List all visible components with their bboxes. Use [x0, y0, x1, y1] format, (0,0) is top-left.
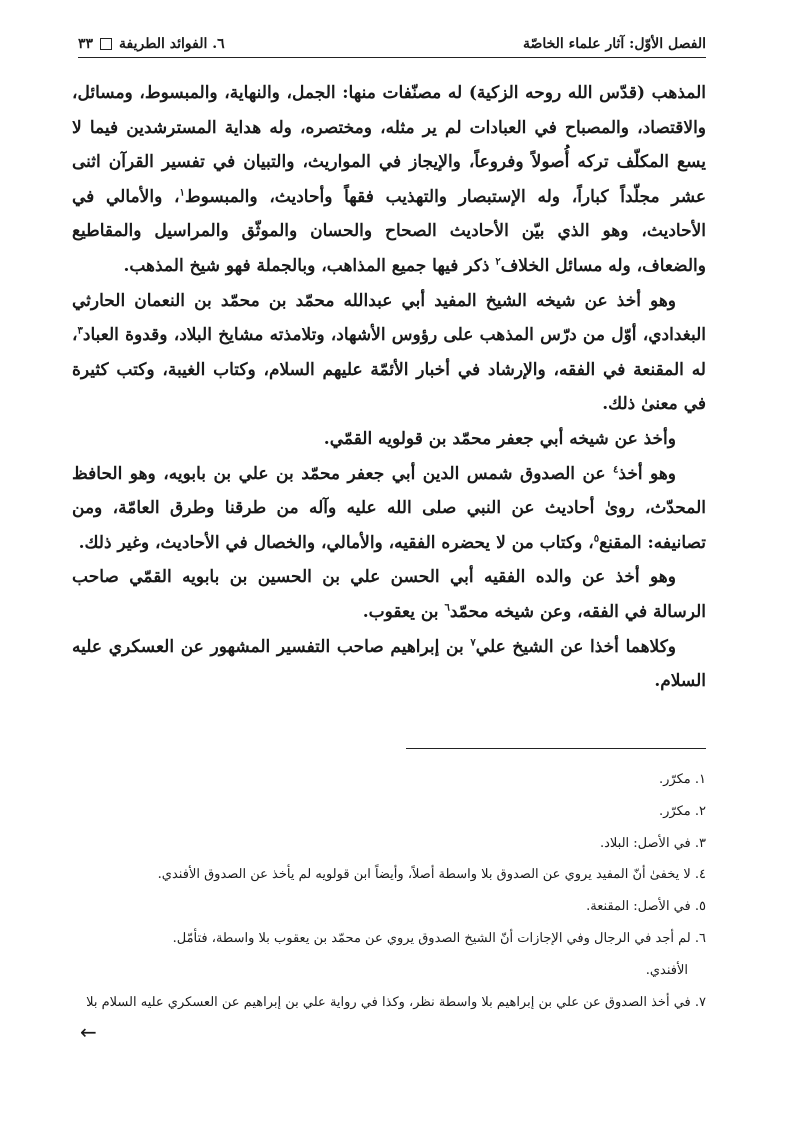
header-left-group	[78, 36, 225, 52]
header-divider	[78, 57, 706, 58]
footnote-6-continuation: الأفندي.	[645, 962, 688, 978]
main-text	[72, 76, 706, 699]
paragraph-text: بن إبراهيم صاحب التفسير المشهور عن العسكري عليه السلام.	[72, 636, 706, 692]
footnote-2: ٢. مكرّر.	[659, 803, 706, 819]
footnote-marker: ١	[179, 187, 185, 199]
chapter-title: الفصل الأوّل: آثار علماء الخاصّة	[522, 36, 706, 52]
footnote-marker: ٧	[470, 636, 476, 648]
paragraph-text: وهو أخذ	[618, 463, 677, 484]
paragraph-text: عن الصدوق شمس الدين أبي جعفر محمّد بن علي بن بابويه، وهو الحافظ المحدّث، روىٰ أحاديث عن النبي صلى الله عليه وآله من طرقنا وطرق العامّة، ومن تصانيفه: المقنع	[72, 463, 706, 553]
paragraph-text: بن يعقوب.	[362, 601, 445, 622]
continuation-arrow-icon: ←	[80, 1020, 97, 1044]
paragraph-text: المذهب (قدّس الله روحه الزكية) له مصنّفات منها: الجمل، والنهاية، والمبسوط، ومسائل، والاقتصاد، والمصباح في العبادات لم ير مثله، ومختصره، وله هداية المسترشدين فيما لا يسع المكلّف تركه أُصولاً وفروعاً، والإيجاز في المواريث، والتبيان في تفسير القرآن اثنى عشر مجلّداً كباراً، وله الإستبصار والتهذيب فقهاً وأحاديث، والمبسوط	[72, 83, 707, 207]
footnote-marker: ٦	[444, 602, 450, 614]
paragraph-text: ، والأمالي في الأحاديث، وهو الذي بيّن الأحاديث الصحاح والحسان والموثّق والمراسيل والمقاطيع والضعاف، وله مسائل الخلاف	[72, 186, 706, 276]
footnote-4: ٤. لا يخفىٰ أنّ المفيد يروي عن الصدوق بلا واسطة أصلاً، وأيضاً ابن قولويه لم يأخذ عن الصدوق الأفندي.	[157, 867, 706, 883]
paragraph-text: وأخذ عن شيخه أبي جعفر محمّد بن قولويه القمّي.	[323, 428, 676, 449]
footnotes	[78, 764, 706, 1018]
paragraph-text: ، له المقنعة في الفقه، والإرشاد في أخبار الأئمّة عليهم السلام، وكتاب الغيبة، وكتب كثيرة في معنىٰ ذلك.	[72, 325, 706, 415]
footnote-marker: ٣	[77, 325, 83, 337]
footnote-divider	[406, 748, 706, 749]
paragraph-2	[72, 284, 706, 422]
running-header	[78, 26, 706, 56]
footnote-5: ٥. في الأصل: المقنعة.	[586, 899, 706, 915]
footnote-marker: ٢	[495, 256, 501, 268]
page-number: ٣٣	[78, 36, 94, 52]
paragraph-text: ، وكتاب من لا يحضره الفقيه، والأمالي، والخصال في الأحاديث، وغير ذلك.	[78, 532, 594, 553]
paragraph-text: وهو أخذ عن شيخه الشيخ المفيد أبي عبدالله محمّد بن محمّد بن النعمان الحارثي البغدادي، أوّل من درّس المذهب على رؤوس الأشهاد، وتلامذته مشايخ البلاد، وقدوة العباد	[72, 290, 706, 346]
footnote-6: ٦. لم أجد في الرجال وفي الإجازات أنّ الشيخ الصدوق يروي عن محمّد بن يعقوب بلا واسطة، فتأمّل.	[172, 930, 706, 946]
paragraph-6	[72, 630, 706, 699]
footnote-7: ٧. في أخذ الصدوق عن علي بن إبراهيم بلا واسطة نظر، وكذا في رواية علي بن إبراهيم عن العسكري عليه السلام بلا	[86, 994, 706, 1010]
footnote-3: ٣. في الأصل: البلاد.	[599, 835, 706, 851]
paragraph-4	[72, 457, 706, 561]
paragraph-text: ذكر فيها جميع المذاهب، وبالجملة فهو شيخ المذهب.	[123, 255, 496, 276]
footnote-marker: ٥	[593, 533, 600, 545]
paragraph-text: وهو أخذ عن والده الفقيه أبي الحسن علي بن الحسين بن بابويه القمّي صاحب الرسالة في الفقه، وعن شيخه محمّد	[72, 567, 706, 622]
paragraph-text: وكلاهما أخذا عن الشيخ علي	[475, 636, 677, 657]
paragraph-3	[72, 422, 706, 457]
footnote-1: ١. مكرّر.	[659, 772, 706, 787]
running-title: ٦. الفوائد الطريفة	[119, 36, 225, 52]
square-ornament-icon	[100, 38, 112, 50]
paragraph-1	[72, 76, 706, 284]
paragraph-5	[72, 560, 706, 629]
footnote-marker: ٤	[613, 463, 619, 475]
